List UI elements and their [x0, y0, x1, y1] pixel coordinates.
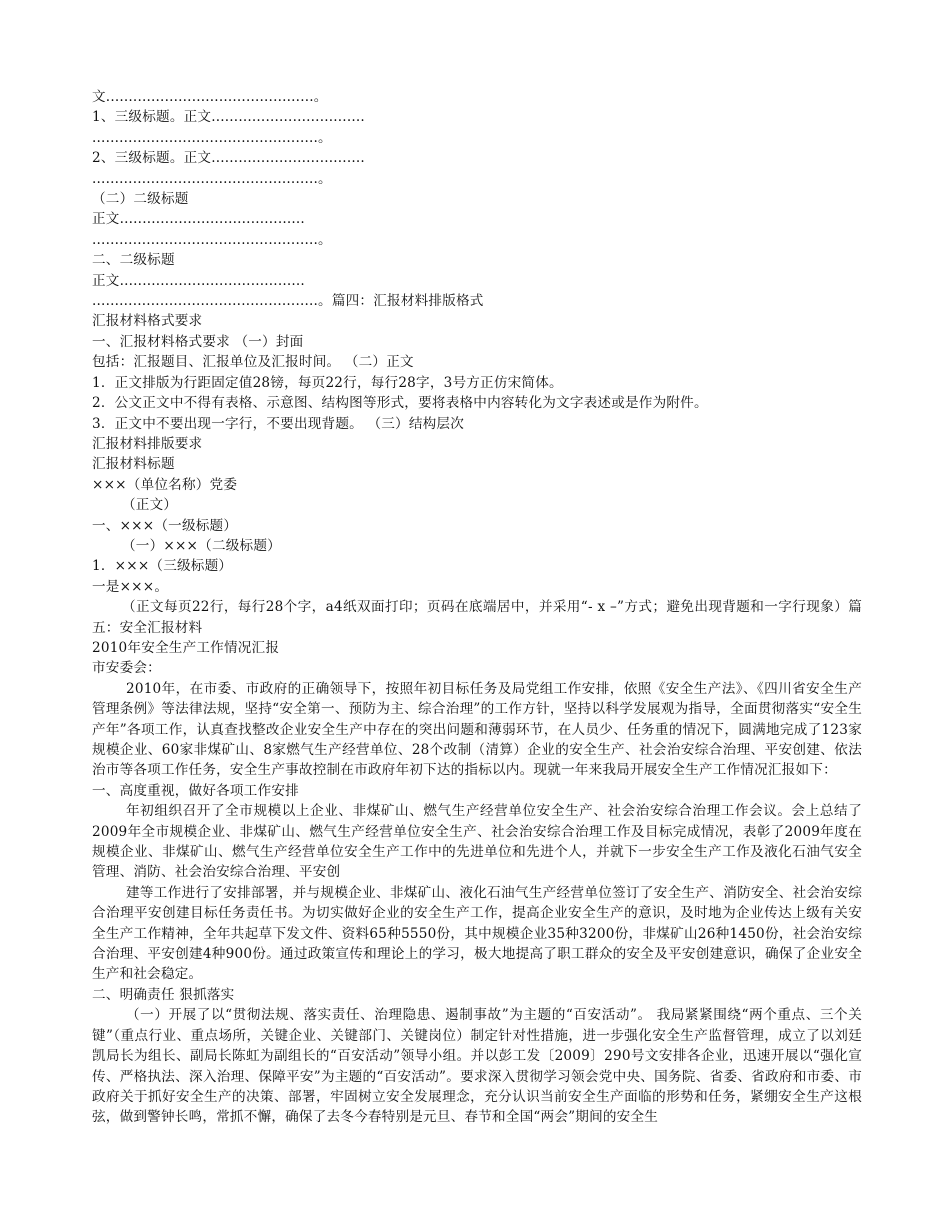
section-heading: 二、明确责任 狠抓落实	[92, 986, 235, 1003]
body-text-line: 包括：汇报题目、汇报单位及汇报时间。 （二）正文	[92, 354, 414, 371]
dot-leader-line-with-section-title: ..................................................。篇四：汇报材料排版格式	[92, 293, 484, 310]
third-level-heading-2: 2、三级标题。正文..................................	[92, 150, 365, 167]
second-level-heading: 二、二级标题	[92, 252, 175, 269]
body-paragraph: 2010年，在市委、市政府的正确领导下，按照年初目标任务及局党组工作安排，依照《安全生产法》、《四川省安全生产管理条例》等法律法规，坚持“安全第一、预防为主、综合治理”的工作方针，坚持以科学发展观为指导，全面贯彻落实“安全生产年”各项工作，认真查找整改企业安全生产中存在的突出问题和薄弱环节，在人员少、任务重的情况下，圆满地完成了123家规模企业、60家非煤矿山、8家燃气生产经营单位、28个改制（清算）企业的安全生产、社会治安综合治理、平安创建、依法治市等各项工作任务，安全生产事故控制在市政府年初下达的指标以内。现就一年来我局开展安全生产工作情况汇报如下：	[92, 680, 862, 779]
section-heading: 汇报材料格式要求	[92, 313, 203, 330]
note-paragraph: （正文每页22行，每行28个字，a4纸双面打印；页码在底端居中，并采用“- x –”方式；避免出现背题和一字行现象）篇五：安全汇报材料	[92, 599, 862, 636]
body-text-line: 文..............................................。	[92, 89, 328, 105]
body-text-line: 一是×××。	[92, 578, 169, 595]
body-text-line: （一）×××（二级标题）	[122, 537, 281, 554]
dot-leader-line: ..................................................。	[92, 129, 332, 146]
section-heading: 一、汇报材料格式要求 （一）封面	[92, 333, 304, 350]
body-text-line: 1．×××（三级标题）	[92, 558, 233, 575]
body-paragraph: 建等工作进行了安排部署，并与规模企业、非煤矿山、液化石油气生产经营单位签订了安全生产、消防安全、社会治安综合治理平安创建目标任务责任书。为切实做好企业的安全生产工作，提高企业安全生产的意识，及时地为企业传达上级有关安全生产工作精神，全年共起草下发文件、资料65种5550份，其中规模企业35种3200份，非煤矿山26种1450份，社会治安综合治理、平安创建4种900份。通过政策宣传和理论上的学习，极大地提高了职工群众的安全及平安创建意识，确保了企业安全生产和社会稳定。	[92, 884, 862, 983]
section-heading: 一、高度重视，做好各项工作安排	[92, 782, 299, 799]
body-paragraph: （一）开展了以“贯彻法规、落实责任、治理隐患、遏制事故”为主题的“百安活动”。 我局紧紧围绕“两个重点、三个关键”（重点行业、重点场所，关键企业、关键部门、关键岗位）制定针对性措施，进一步强化安全生产监督管理，成立了以刘廷凯局长为组长、副局长陈虹为副组长的“百安活动”领导小组。并以彭工发〔2009〕290号文安排各企业，迅速开展以“强化宣传、严格执法、深入治理、保障平安”为主题的“百安活动”。要求深入贯彻学习领会党中央、国务院、省委、省政府和市委、市政府关于抓好安全生产的决策、部署，牢固树立安全发展理念，充分认识当前安全生产面临的形势和任务，紧绷安全生产这根弦，做到警钟长鸣，常抓不懈，确保了去冬今春特别是元旦、春节和全国“两会”期间的安全生	[92, 1007, 862, 1126]
body-text-line: 正文.........................................	[92, 272, 305, 289]
body-text-line: ×××（单位名称）党委	[92, 476, 238, 493]
salutation: 市安委会：	[92, 660, 161, 677]
dot-leader-line: ..................................................。	[92, 170, 332, 187]
body-text-line: （正文）	[122, 497, 178, 514]
body-paragraph: 年初组织召开了全市规模以上企业、非煤矿山、燃气生产经营单位安全生产、社会治安综合治理工作会议。会上总结了2009年全市规模企业、非煤矿山、燃气生产经营单位安全生产、社会治安综合治理工作及目标完成情况，表彰了2009年度在规模企业、非煤矿山、燃气生产经营单位安全生产工作中的先进单位和先进个人，并就下一步安全生产工作及液化石油气安全管理、消防、社会治安综合治理、平安创	[92, 803, 862, 881]
third-level-heading-1: 1、三级标题。正文..................................	[92, 109, 365, 126]
list-item: 1．正文排版为行距固定值28镑，每页22行，每行28字，3号方正仿宋简体。	[92, 374, 563, 391]
section-heading: 汇报材料排版要求	[92, 435, 203, 452]
body-text-line: 汇报材料标题	[92, 456, 175, 473]
dot-leader-line: ..................................................。	[92, 231, 332, 248]
list-item: 2．公文正文中不得有表格、示意图、结构图等形式，要将表格中内容转化为文字表述或是作为附件。	[92, 395, 708, 412]
second-level-heading: （二）二级标题	[92, 191, 189, 208]
list-item: 3．正文中不要出现一字行，不要出现背题。 （三）结构层次	[92, 415, 465, 432]
report-title: 2010年安全生产工作情况汇报	[92, 639, 280, 656]
body-text-line: 一、×××（一级标题）	[92, 517, 238, 534]
body-text-line: 正文.........................................	[92, 211, 305, 228]
